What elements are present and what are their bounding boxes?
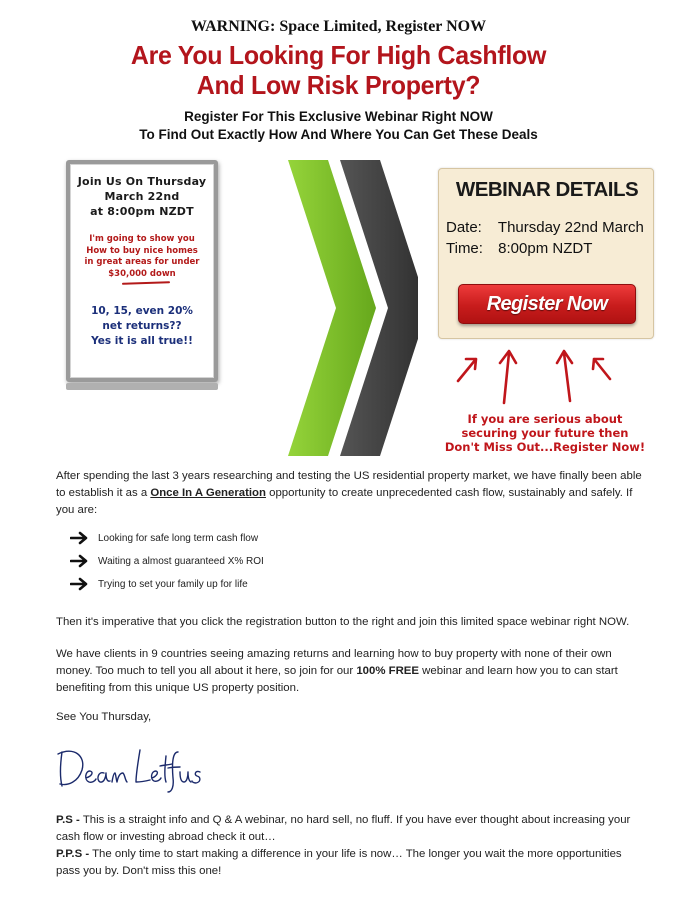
headline-line-1: Are You Looking For High Cashflow bbox=[130, 40, 547, 70]
date-value: Thursday 22nd March bbox=[497, 219, 644, 236]
date-label: Date: bbox=[446, 219, 482, 236]
signature-image bbox=[56, 742, 206, 794]
callout-line: If you are serious about bbox=[467, 412, 623, 426]
warning-banner: WARNING: Space Limited, Register NOW bbox=[190, 18, 487, 35]
whiteboard-offer-text bbox=[72, 234, 212, 280]
arrow-up-icon bbox=[557, 351, 572, 401]
arrow-up-right-icon bbox=[593, 359, 610, 379]
arrow-right-icon bbox=[70, 554, 90, 568]
call-to-action-paragraph: Then it's imperative that you click the registration button to the right and join this limited space webinar right NOW. bbox=[56, 616, 630, 628]
whiteboard-line: Yes it is all true!! bbox=[91, 335, 193, 347]
arrow-right-icon bbox=[70, 531, 90, 545]
intro-text: After spending the last 3 years researching and testing the US residential property market, we have finally been able to establish it as a bbox=[56, 470, 642, 499]
list-item-text: Waiting a almost guaranteed X% ROI bbox=[98, 556, 264, 567]
arrow-up-icon bbox=[500, 351, 516, 403]
ps-paragraph bbox=[56, 812, 648, 846]
intro-paragraph bbox=[56, 468, 648, 519]
list-item-text: Looking for safe long term cash flow bbox=[98, 533, 259, 544]
whiteboard-underline bbox=[122, 281, 170, 285]
headline-line-2: And Low Risk Property? bbox=[196, 70, 481, 100]
whiteboard-line: in great areas for under bbox=[84, 257, 200, 267]
whiteboard-line: 10, 15, even 20% bbox=[91, 305, 193, 317]
subhead-line-1: Register For This Exclusive Webinar Right NOW bbox=[184, 109, 493, 124]
chevron-arrows-graphic bbox=[288, 160, 418, 456]
pps-paragraph bbox=[56, 846, 648, 880]
whiteboard-line: Join Us On Thursday bbox=[77, 175, 207, 188]
clients-text: We have clients in 9 countries seeing amazing returns and learning how to buy property with none of their own money. Too much to tell you all about it here, so join for our bbox=[56, 648, 612, 677]
pps-text: The only time to start making a difference in your life is now… The longer you wait the more opportunities pass you by. Don't miss this one! bbox=[56, 848, 622, 877]
webinar-details-title: WEBINAR DETAILS bbox=[455, 178, 639, 201]
webinar-details-box bbox=[438, 168, 654, 339]
page-headline bbox=[14, 40, 664, 100]
whiteboard-line: How to buy nice homes bbox=[86, 245, 198, 256]
whiteboard-line: $30,000 down bbox=[108, 268, 176, 279]
list-item-text: Trying to set your family up for life bbox=[98, 579, 248, 590]
time-value: 8:00pm NZDT bbox=[498, 240, 593, 257]
whiteboard-line: at 8:00pm NZDT bbox=[90, 205, 194, 218]
whiteboard-returns-text bbox=[72, 304, 212, 349]
callout-line: securing your future then bbox=[461, 426, 629, 440]
whiteboard-line: I'm going to show you bbox=[89, 234, 195, 244]
free-highlight: 100% FREE bbox=[356, 665, 420, 677]
whiteboard-image bbox=[66, 160, 218, 382]
whiteboard-line: net returns?? bbox=[102, 320, 182, 332]
arrow-right-icon bbox=[70, 577, 90, 591]
time-label: Time: bbox=[446, 240, 483, 257]
subheadline bbox=[0, 108, 677, 144]
ps-text: This is a straight info and Q & A webinar, no hard sell, no fluff. If you have ever thought about increasing your cash flow or investing abroad check it out… bbox=[56, 814, 631, 843]
ps-label: P.S - bbox=[56, 814, 80, 826]
webinar-time-row bbox=[446, 240, 592, 257]
whiteboard-date-text bbox=[72, 174, 212, 219]
subhead-line-2: To Find Out Exactly How And Where You Can Get These Deals bbox=[139, 127, 538, 142]
whiteboard-line: March 22nd bbox=[104, 190, 180, 203]
once-in-a-generation-highlight: Once In A Generation bbox=[150, 487, 266, 499]
hand-drawn-arrows bbox=[452, 345, 622, 407]
intro-text: opportunity to create unprecedented cash flow, sustainably and safely. If you are: bbox=[56, 487, 633, 516]
register-now-button[interactable]: Register Now bbox=[458, 284, 636, 324]
clients-paragraph bbox=[56, 646, 648, 697]
whiteboard-marker-tray bbox=[66, 383, 218, 390]
serious-callout bbox=[430, 412, 660, 454]
closing-line: See You Thursday, bbox=[56, 711, 152, 723]
arrow-up-left-icon bbox=[458, 359, 476, 381]
pps-label: P.P.S - bbox=[56, 848, 90, 860]
callout-line: Don't Miss Out...Register Now! bbox=[444, 440, 646, 454]
clients-text: webinar and learn how you to can start benefiting from this unique US property position. bbox=[56, 665, 618, 694]
webinar-date-row bbox=[446, 219, 644, 236]
